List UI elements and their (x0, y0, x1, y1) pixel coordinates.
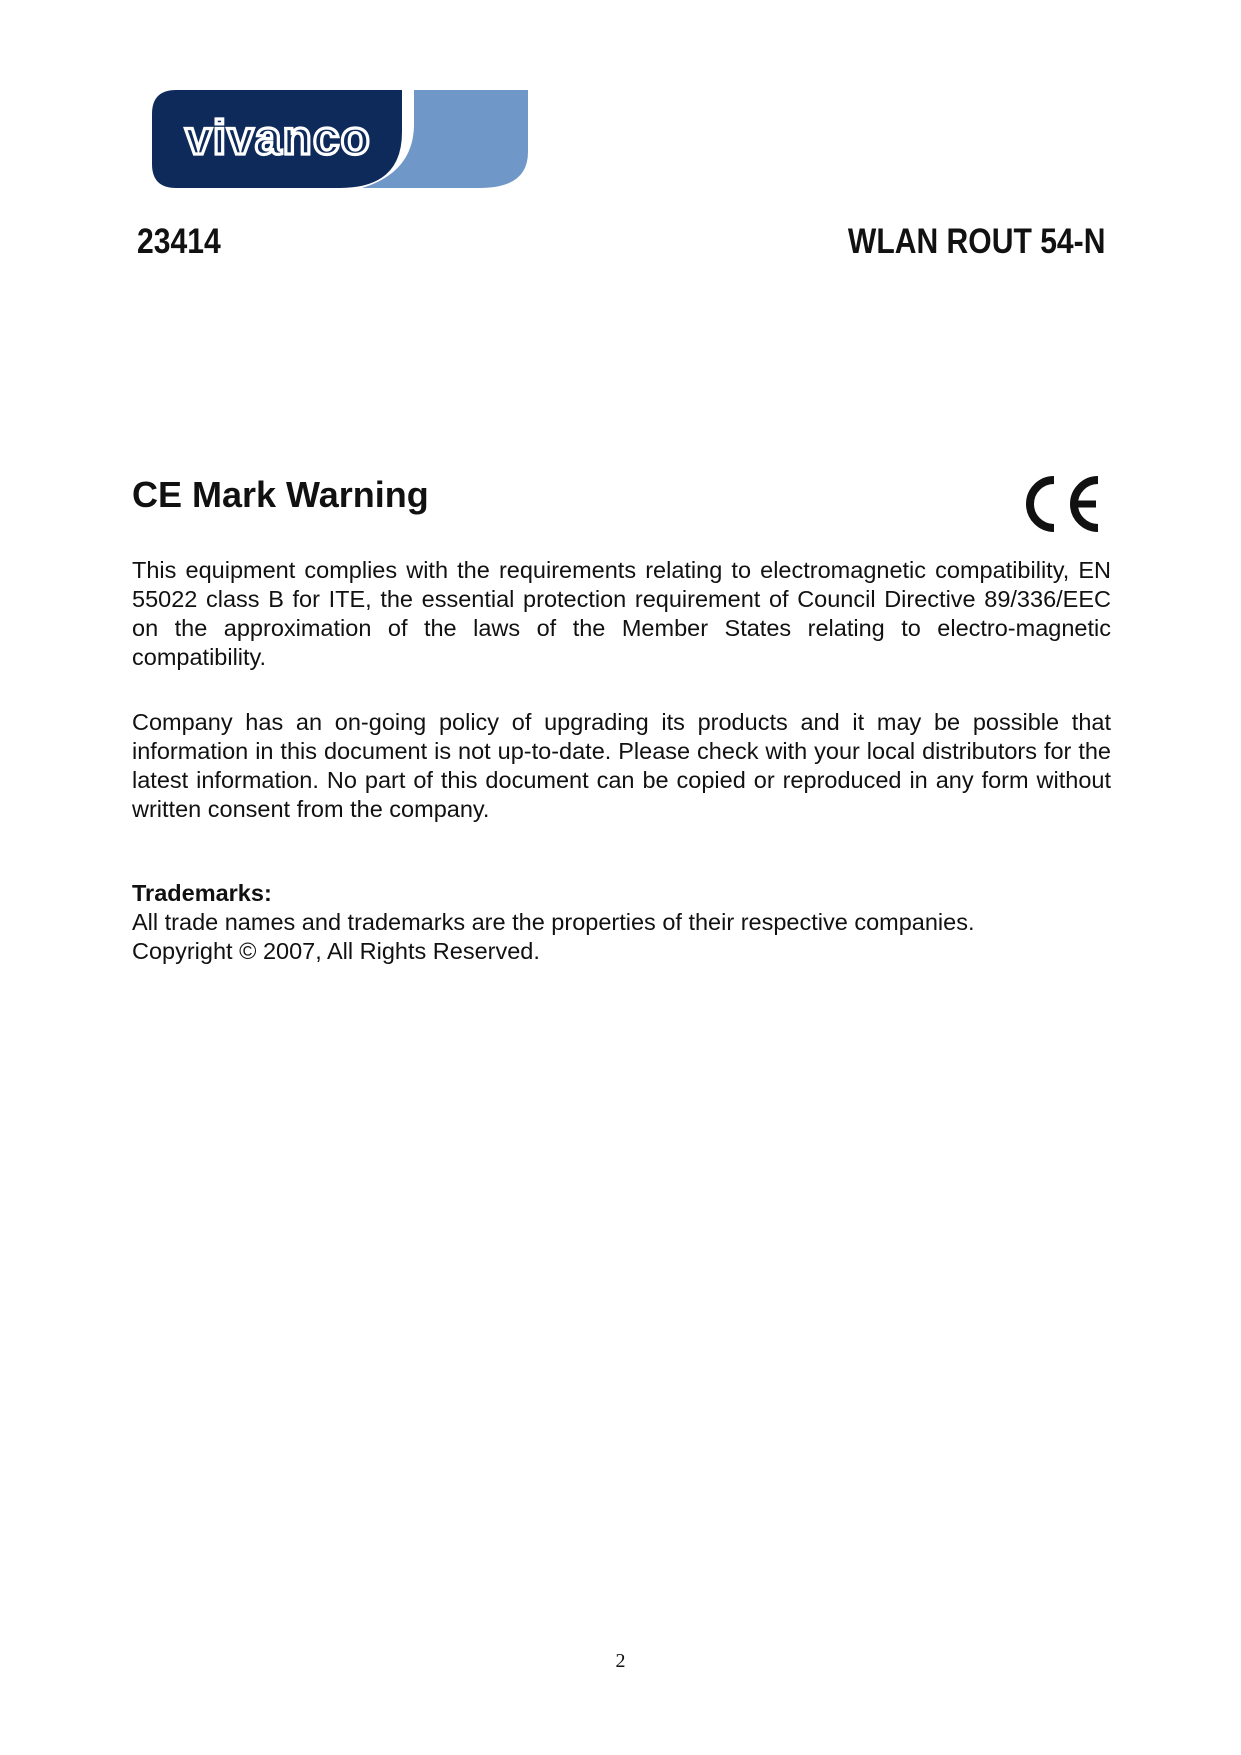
ce-mark-icon (1018, 474, 1102, 534)
article-number: 23414 (137, 222, 221, 261)
compliance-paragraph: This equipment complies with the requirements relating to electromagnetic compatibility, EN 55022 class B for ITE, the essential protection requirement of Council Directive 89/336/EEC on the approximation of the laws of the Member States relating to electro-magnetic compatibility. (132, 557, 1111, 670)
logo-lettering: vivanco (185, 112, 371, 165)
trademarks-text: All trade names and trademarks are the properties of their respective companies. (132, 909, 975, 935)
section-title: CE Mark Warning (132, 474, 429, 515)
vivanco-logo (150, 88, 530, 190)
trademarks-heading: Trademarks: (132, 880, 272, 906)
model-name: WLAN ROUT 54-N (847, 222, 1105, 261)
copyright-text: Copyright © 2007, All Rights Reserved. (132, 938, 540, 964)
page-number: 2 (615, 1650, 626, 1672)
policy-paragraph: Company has an on-going policy of upgrading its products and it may be possible that information in this document is not up-to-date. Please check with your local distributors for the latest information. No part of this document can be copied or reproduced in any form without written consent from the company. (132, 709, 1111, 822)
trademarks-block (132, 879, 1111, 966)
